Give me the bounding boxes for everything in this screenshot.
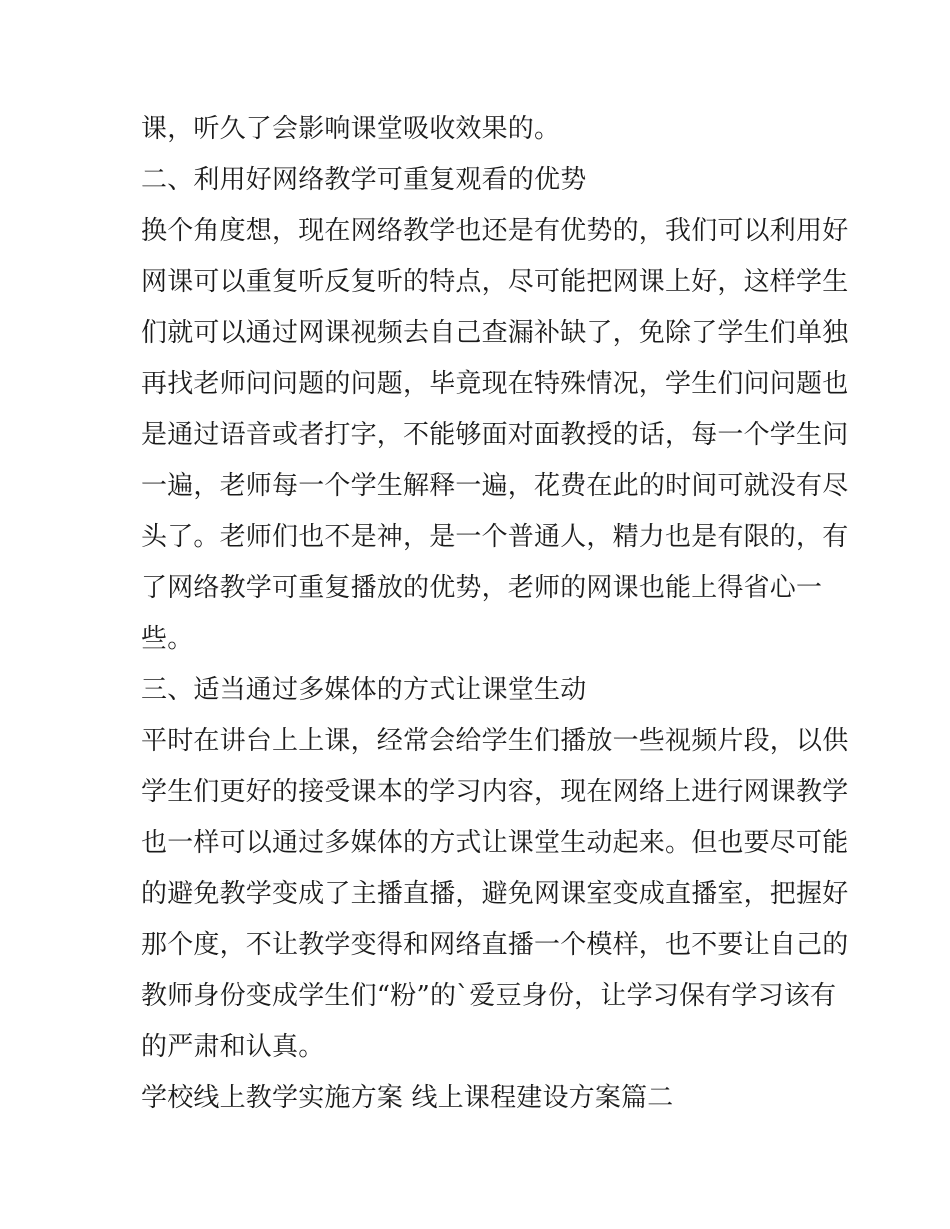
document-title: 学校线上教学实施方案 线上课程建设方案篇二: [141, 1083, 674, 1113]
text-line: 网课可以重复听反复听的特点，尽可能把网课上好，这样学生: [141, 267, 849, 297]
text-line: 是通过语音或者打字，不能够面对面教授的话，每一个学生问: [141, 420, 849, 450]
text-line: 们就可以通过网课视频去自己查漏补缺了，免除了学生们单独: [141, 318, 849, 348]
text-line: 那个度，不让教学变得和网络直播一个模样，也不要让自己的: [141, 930, 849, 960]
text-line: 一遍，老师每一个学生解释一遍，花费在此的时间可就没有尽: [141, 471, 849, 501]
text-line: 了网络教学可重复播放的优势，老师的网课也能上得省心一: [141, 573, 823, 603]
text-line: 平时在讲台上上课，经常会给学生们播放一些视频片段，以供: [141, 726, 849, 756]
text-line: 教师身份变成学生们“粉”的`爱豆身份，让学习保有学习该有: [141, 981, 837, 1011]
text-line: 学生们更好的接受课本的学习内容，现在网络上进行网课教学: [141, 777, 849, 807]
text-line: 的避免教学变成了主播直播，避免网课室变成直播室，把握好: [141, 879, 849, 909]
text-line: 再找老师问问题的问题，毕竟现在特殊情况，学生们问问题也: [141, 369, 849, 399]
section-heading: 二、利用好网络教学可重复观看的优势: [141, 165, 587, 195]
text-line: 头了。老师们也不是神，是一个普通人，精力也是有限的，有: [141, 522, 849, 552]
text-line: 换个角度想，现在网络教学也还是有优势的，我们可以利用好: [141, 216, 849, 246]
text-line: 的严肃和认真。: [141, 1032, 325, 1062]
text-line: 也一样可以通过多媒体的方式让课堂生动起来。但也要尽可能: [141, 828, 849, 858]
text-line: 课，听久了会影响课堂吸收效果的。: [141, 114, 561, 144]
section-heading: 三、适当通过多媒体的方式让课堂生动: [141, 675, 587, 705]
text-line: 些。: [141, 624, 194, 654]
